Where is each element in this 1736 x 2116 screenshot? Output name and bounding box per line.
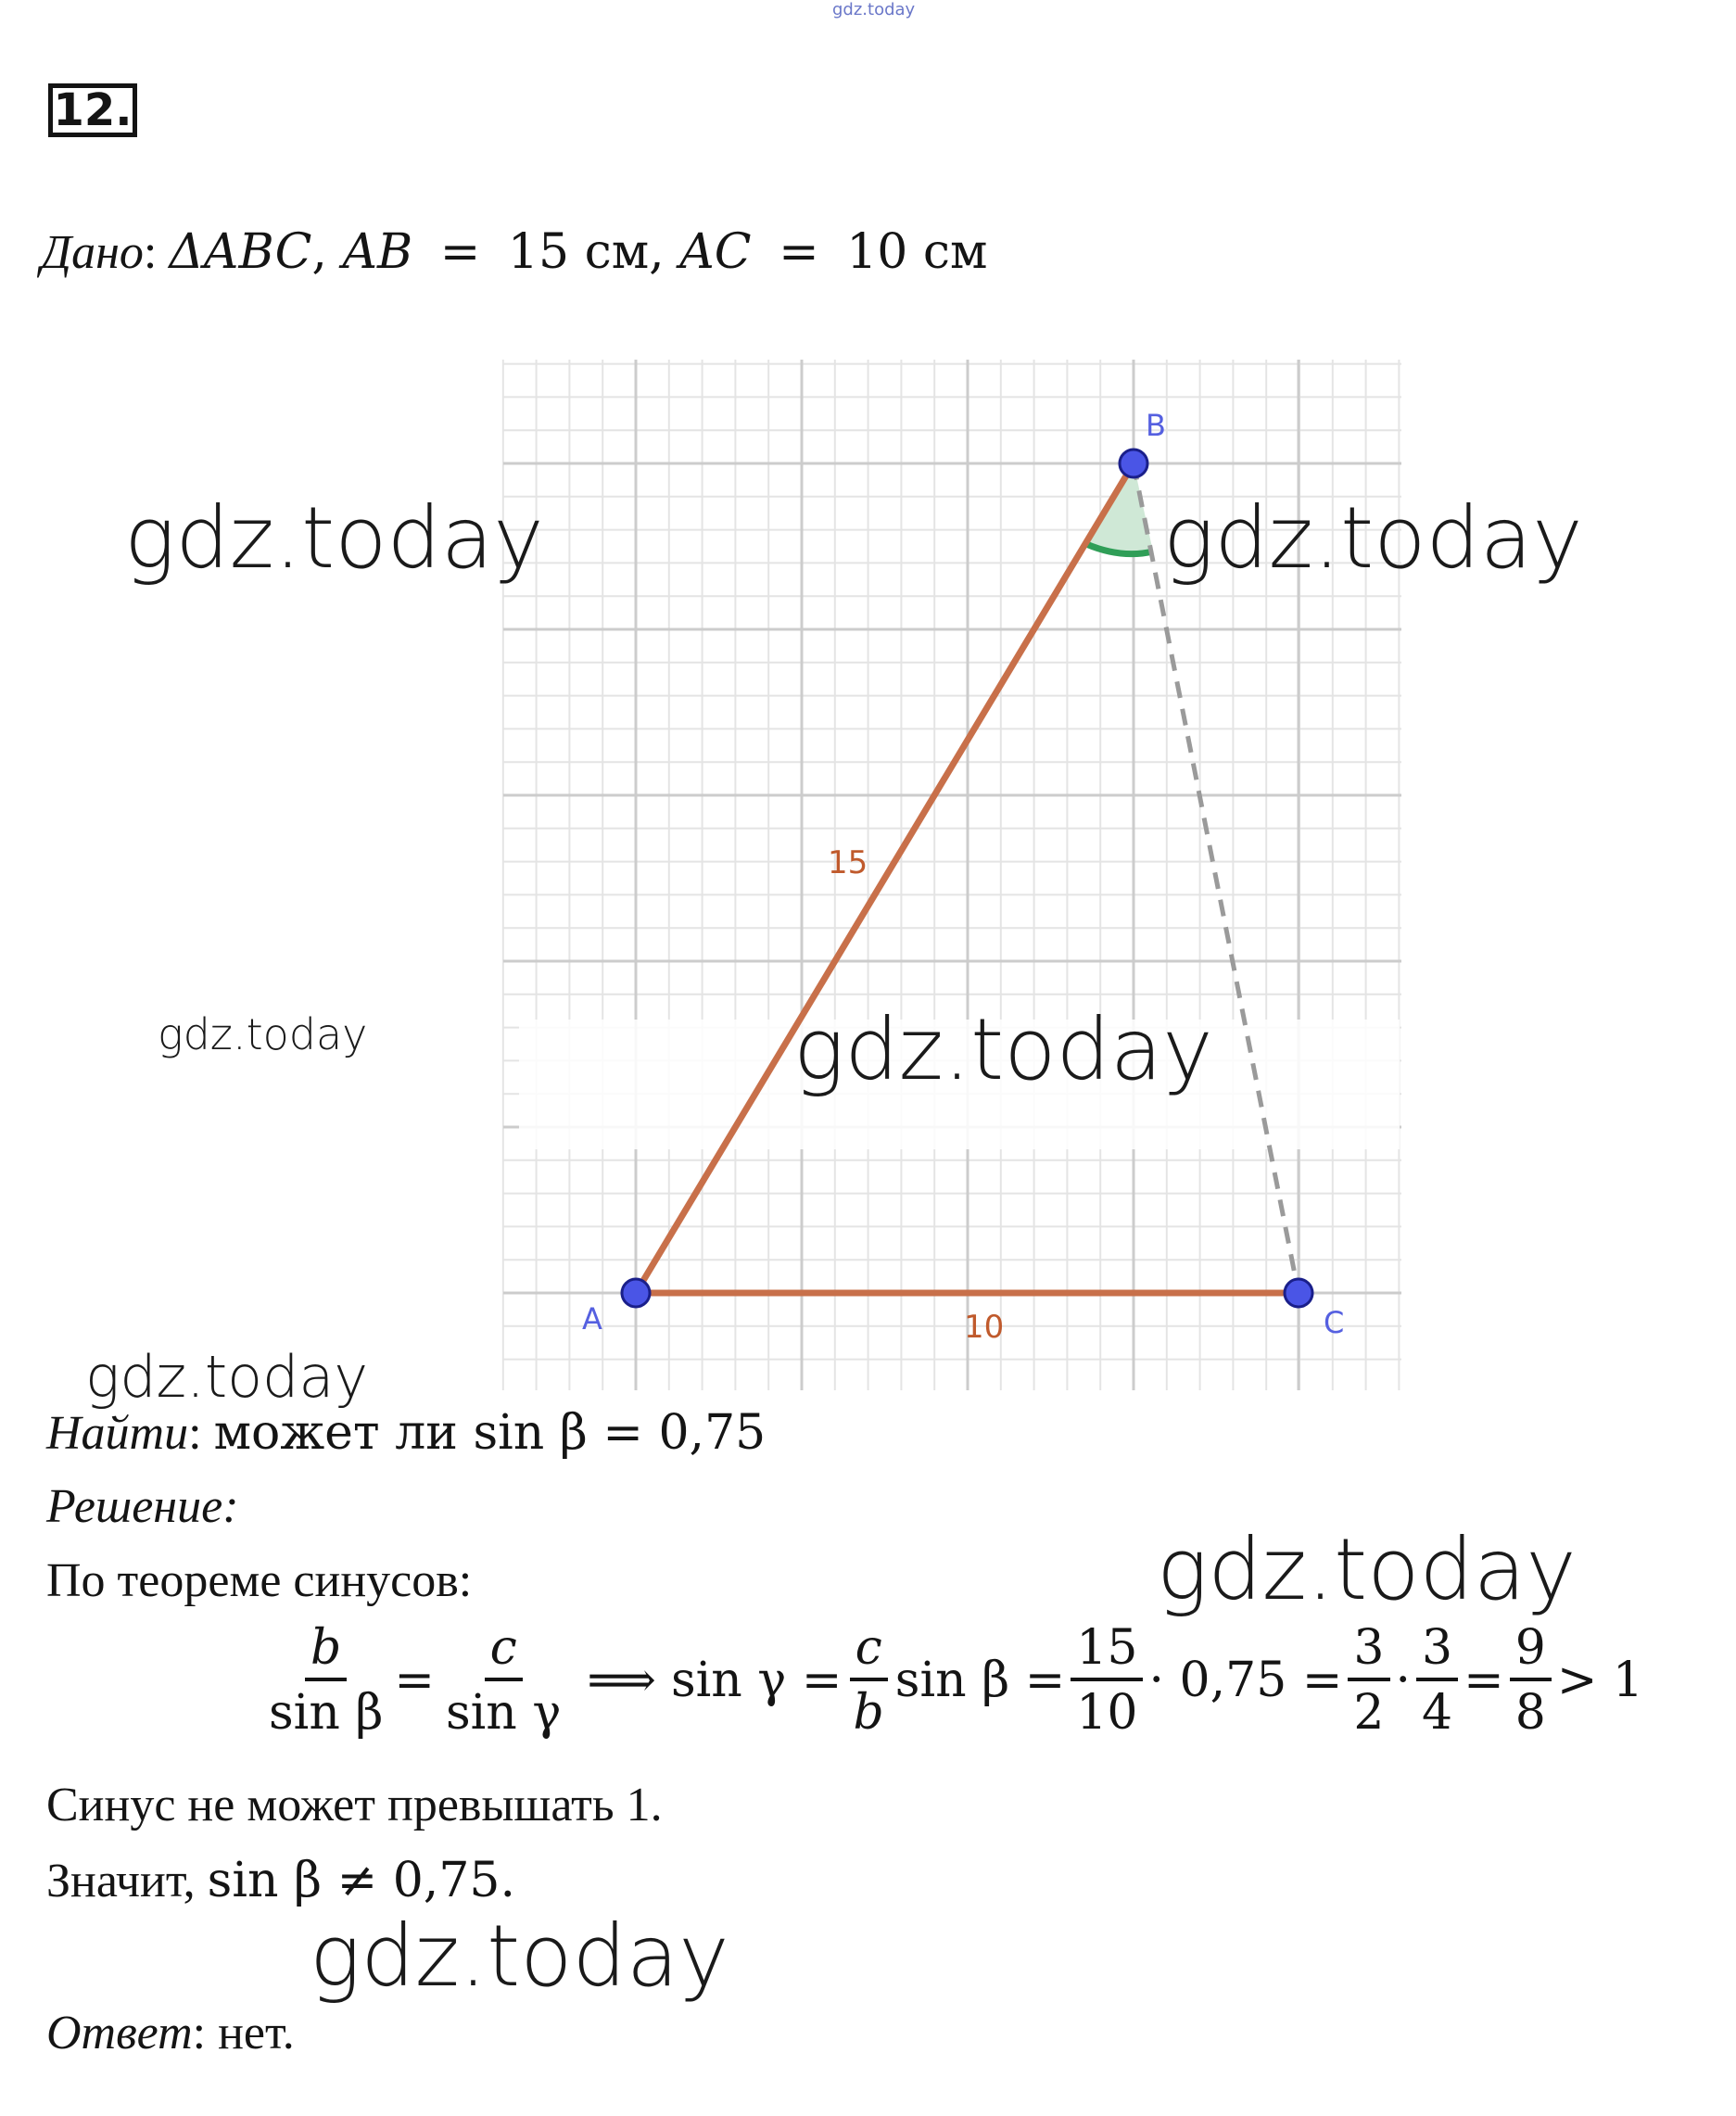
label-b: B — [1146, 408, 1166, 443]
watermark: gdz.today — [158, 1009, 368, 1059]
frac-15-10 — [1071, 1620, 1143, 1741]
gt-one: > 1 — [1556, 1653, 1643, 1708]
watermark: gdz.today — [124, 488, 544, 588]
side-bc — [1134, 463, 1299, 1293]
line2-prefix: Значит, — [46, 1855, 208, 1907]
side-ab — [636, 463, 1134, 1293]
given-ab-value: 15 см — [507, 224, 650, 280]
eq-sign: = — [394, 1653, 435, 1708]
eq-sign: = — [1464, 1653, 1504, 1708]
mult-value: · 0,75 = — [1148, 1653, 1343, 1708]
watermark: gdz.today — [793, 1000, 1213, 1099]
implies-sign: ⟹ — [587, 1653, 656, 1708]
problem-number: 12. — [48, 83, 137, 137]
given-triangle: ΔABC — [169, 224, 312, 280]
point-b — [1120, 450, 1147, 477]
point-a — [622, 1279, 650, 1307]
top-watermark: gdz.today — [832, 0, 916, 19]
answer-label: Ответ — [46, 2007, 193, 2059]
given-line: Дано: ΔABC, AB = 15 см, AC = 10 см — [41, 224, 988, 280]
sin-beta: sin β — [894, 1653, 1010, 1708]
frac-3-2 — [1348, 1620, 1389, 1741]
sine-law-formula: $\frac{b}{\text{sin β}}$ = $\frac{c}{\text{sin γ}}$ ⟹ sin γ = $\frac{c}{b}$ sin β = $\frac{15}{10}$ · 0,75 = $\frac{3}{2}$ · $\frac{3}{4}$ = $\frac{9}{8}$ > 1 — [258, 1624, 1643, 1737]
frac-3-4 — [1416, 1620, 1458, 1741]
frac-den: 8 — [1514, 1685, 1546, 1741]
solution-line2 — [46, 1853, 516, 1908]
frac-num: c — [850, 1624, 888, 1681]
frac-c-sing — [440, 1620, 566, 1741]
given-ab: AB — [342, 224, 413, 280]
given-label: Дано — [41, 226, 144, 279]
frac-b-sinb — [263, 1620, 388, 1741]
answer-text: нет. — [218, 2007, 295, 2059]
frac-den: b — [853, 1685, 884, 1741]
angle-fill — [1086, 463, 1153, 554]
frac-den: 4 — [1422, 1685, 1453, 1741]
label-side-ab: 15 — [828, 844, 868, 881]
watermark: gdz.today — [310, 1907, 729, 2006]
label-a: A — [582, 1301, 602, 1337]
solution-intro: По теореме синусов: — [46, 1554, 473, 1607]
answer-line: Ответ: нет. — [46, 2007, 295, 2059]
frac-den: sin β — [269, 1685, 384, 1741]
frac-c-b — [847, 1620, 889, 1741]
given-ac: AC — [679, 224, 752, 280]
frac-den: 10 — [1076, 1685, 1138, 1741]
find-label: Найти — [46, 1407, 189, 1460]
solution-line1: Синус не может превышать 1. — [46, 1779, 663, 1831]
frac-9-8 — [1510, 1620, 1552, 1741]
label-c: C — [1324, 1305, 1345, 1340]
solution-label: Решение — [46, 1480, 223, 1533]
frac-num: c — [485, 1624, 523, 1681]
frac-num: 3 — [1348, 1624, 1389, 1681]
frac-den: 2 — [1353, 1685, 1385, 1741]
line2-math: sin β ≠ 0,75. — [207, 1853, 516, 1908]
watermark: gdz.today — [1157, 1520, 1577, 1619]
frac-num: 9 — [1510, 1624, 1552, 1681]
frac-den: sin γ — [445, 1685, 562, 1741]
solution-label-line: Решение: — [46, 1480, 239, 1533]
watermark: gdz.today — [1163, 488, 1583, 588]
sin-gamma: sin γ — [670, 1653, 787, 1708]
label-side-ac: 10 — [964, 1309, 1005, 1346]
find-line: Найти: может ли sin β = 0,75 — [46, 1405, 767, 1461]
dot-sign: · — [1395, 1653, 1412, 1708]
point-c — [1285, 1279, 1312, 1307]
frac-num: b — [305, 1624, 347, 1681]
given-ac-value: 10 см — [846, 224, 988, 280]
frac-num: 3 — [1416, 1624, 1458, 1681]
find-text: может ли sin β = 0,75 — [213, 1405, 767, 1461]
watermark: gdz.today — [85, 1343, 369, 1411]
frac-num: 15 — [1071, 1624, 1143, 1681]
